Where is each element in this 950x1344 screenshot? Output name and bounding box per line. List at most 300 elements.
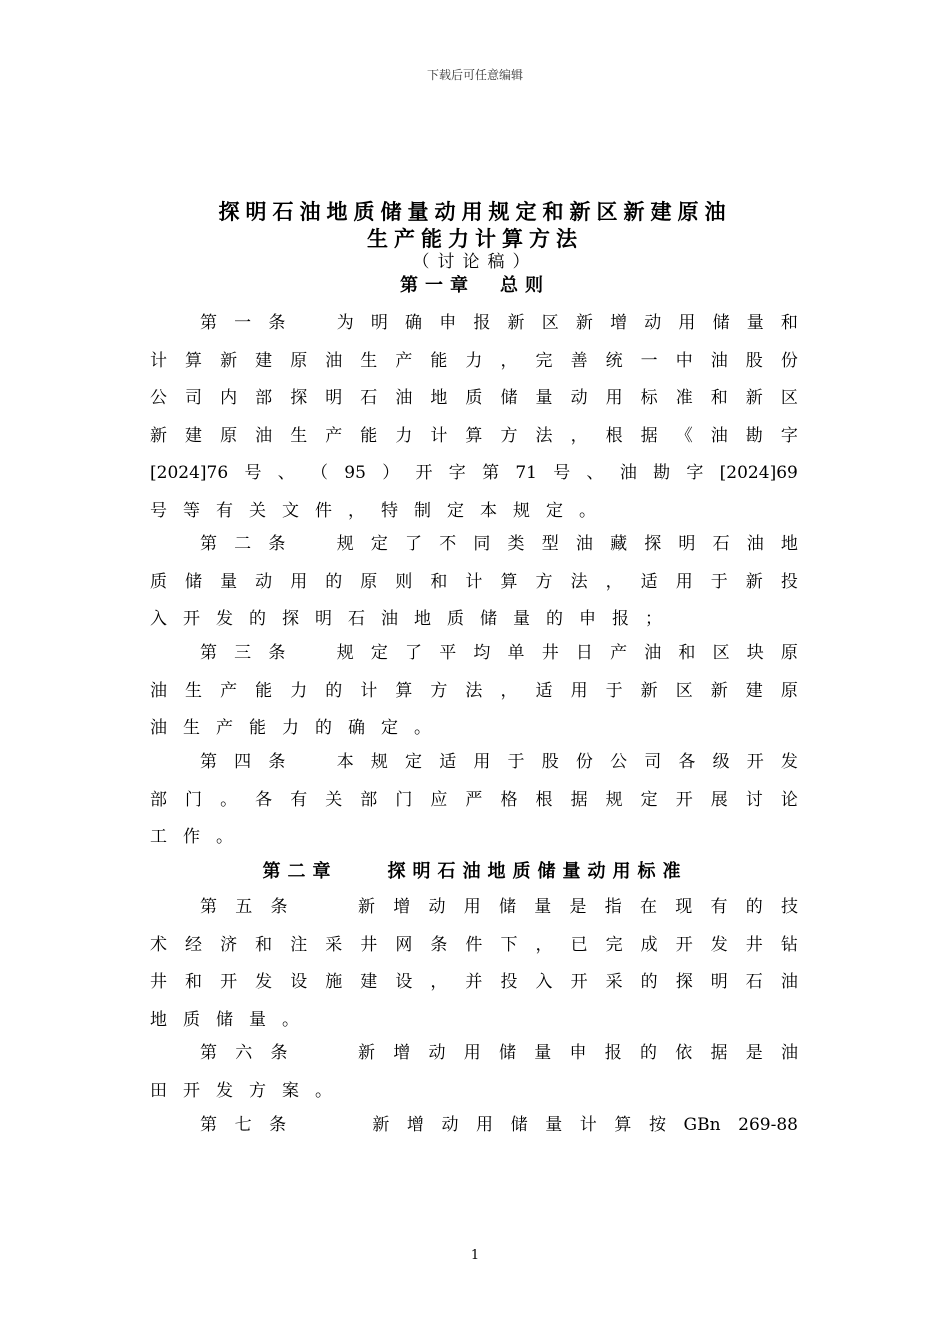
text-token: 济	[220, 934, 238, 955]
text-token: 明	[370, 313, 388, 333]
paragraph-line	[150, 678, 798, 716]
text-token: 第	[200, 897, 217, 917]
text-token: 规	[336, 534, 354, 554]
paragraph-line	[150, 1040, 798, 1078]
text-token: 勘	[653, 463, 671, 483]
text-token: 各	[255, 789, 273, 810]
text-token: 注	[290, 934, 308, 955]
text-token: 型	[541, 534, 559, 554]
text-token: 应	[430, 789, 448, 810]
page-number: 1	[470, 1248, 480, 1263]
text-token: 用	[605, 388, 623, 408]
text-token: 算	[500, 571, 518, 592]
text-token: 。	[414, 718, 431, 738]
text-token: 讨	[745, 789, 763, 810]
text-token: 95	[344, 463, 366, 483]
text-token: 根	[535, 789, 553, 810]
text-token: 勘	[745, 425, 763, 446]
text-token: 是	[569, 897, 587, 917]
text-token: 原	[780, 643, 798, 663]
text-token: 明	[678, 534, 696, 554]
text-token: 能	[255, 680, 273, 701]
text-token: 定	[405, 752, 423, 772]
text-token: 。	[282, 1009, 299, 1030]
text-token: 据	[640, 425, 658, 446]
text-token: 技	[781, 897, 798, 917]
text-token: 用	[290, 571, 308, 592]
text-token: 申	[579, 609, 596, 629]
document-subtitle: （讨论稿）	[412, 252, 538, 272]
text-token: 同	[473, 534, 491, 554]
text-token: 级	[712, 752, 730, 772]
text-token: 入	[535, 972, 553, 992]
text-token: 井	[541, 643, 559, 663]
text-token: 方	[430, 680, 448, 701]
text-token: 经	[185, 934, 203, 955]
text-token: 四	[234, 752, 252, 772]
text-token: 第	[200, 1043, 217, 1063]
text-token: 法	[570, 571, 588, 592]
text-token: 用	[678, 313, 696, 333]
text-token: 地	[150, 1009, 167, 1030]
text-token: 生	[185, 680, 203, 701]
text-token: 动	[441, 1115, 459, 1135]
text-token: 开	[415, 463, 433, 483]
text-token: ，	[535, 934, 553, 955]
text-token: 一	[640, 350, 658, 371]
text-token: 指	[604, 897, 622, 917]
text-token: 和	[710, 388, 728, 408]
text-token: 。	[315, 1080, 332, 1101]
text-token: 字	[780, 425, 798, 446]
text-token: 增	[406, 1115, 424, 1135]
text-token: 号	[553, 463, 571, 483]
text-token: 量	[534, 1043, 552, 1063]
text-token: 是	[745, 1043, 763, 1063]
text-token: 本	[480, 500, 497, 521]
paragraph-line	[150, 606, 798, 644]
text-token: 计	[360, 680, 378, 701]
text-token: GBn	[683, 1115, 721, 1135]
text-token: 油	[255, 425, 273, 446]
text-token: 条	[270, 897, 288, 917]
text-token: 新	[372, 1115, 390, 1135]
text-token	[303, 531, 320, 569]
text-token: 定	[546, 500, 563, 521]
text-token: 明	[710, 972, 728, 992]
text-token: ，	[430, 972, 448, 992]
text-token: 增	[610, 313, 628, 333]
text-token: 股	[541, 752, 559, 772]
text-token: 新	[575, 313, 593, 333]
text-token: 件	[315, 500, 332, 521]
paragraph-line	[150, 498, 798, 536]
text-token: 动	[255, 571, 273, 592]
text-token: 新	[150, 425, 167, 446]
text-token: 原	[360, 571, 378, 592]
text-token: 适	[535, 680, 553, 701]
text-token: 展	[710, 789, 728, 810]
article-paragraph	[150, 640, 798, 753]
text-token: 力	[395, 425, 413, 446]
text-token: 质	[465, 388, 483, 408]
text-token: 采	[325, 934, 343, 955]
text-token: 和	[780, 313, 798, 333]
text-token: 六	[235, 1043, 253, 1063]
text-token: 适	[640, 571, 658, 592]
text-token: 区	[541, 313, 559, 333]
header-note: 下载后可任意编辑	[426, 68, 523, 82]
text-token: 有	[216, 500, 233, 521]
text-token: 、	[277, 463, 295, 483]
text-token: 有	[710, 897, 728, 917]
text-token: 报	[604, 1043, 622, 1063]
text-token: 定	[370, 534, 388, 554]
text-token: 论	[780, 789, 798, 810]
text-token: 储	[499, 897, 516, 917]
text-token: 准	[675, 388, 693, 408]
text-token: 动	[570, 388, 588, 408]
text-token: 的	[325, 571, 343, 592]
text-token: 则	[395, 571, 413, 592]
text-token: 门	[395, 789, 413, 810]
text-token: ；	[645, 609, 662, 629]
text-token: 油	[644, 643, 662, 663]
text-token: 的	[640, 972, 658, 992]
text-token: 量	[545, 1115, 563, 1135]
text-token: 特	[381, 500, 398, 521]
text-token: 已	[570, 934, 588, 955]
text-token: 现	[675, 897, 693, 917]
text-token: 产	[216, 718, 233, 738]
text-token: 投	[500, 972, 518, 992]
text-token: 269-88	[738, 1115, 798, 1135]
text-token: 新	[745, 571, 763, 592]
text-token: 地	[430, 388, 448, 408]
text-token: 储	[712, 313, 730, 333]
text-token: 定	[370, 643, 388, 663]
text-token: 开	[183, 609, 200, 629]
text-token: 公	[610, 752, 628, 772]
text-token: 份	[780, 350, 798, 371]
text-token: 第	[200, 313, 217, 333]
text-token: ，	[500, 350, 518, 371]
text-token: 类	[507, 534, 525, 554]
text-token: 油	[619, 463, 637, 483]
text-token	[303, 640, 320, 678]
text-token: 条	[269, 1115, 287, 1135]
text-token: 标	[640, 388, 658, 408]
text-token: 了	[405, 534, 423, 554]
text-token: 建	[255, 350, 273, 371]
text-token	[306, 1040, 340, 1078]
text-token: 探	[675, 972, 693, 992]
text-token: 油	[325, 350, 343, 371]
text-token: 储	[500, 388, 518, 408]
text-token: 量	[513, 609, 530, 629]
text-token: 油	[710, 350, 728, 371]
text-token: 石	[348, 609, 365, 629]
text-token: 石	[360, 388, 378, 408]
text-token: 和	[185, 972, 203, 992]
text-token	[304, 1112, 355, 1150]
text-token: 格	[500, 789, 518, 810]
text-token: 案	[282, 1080, 299, 1101]
text-token: 设	[395, 972, 413, 992]
text-token: 第	[200, 752, 217, 772]
text-token: 新	[745, 388, 763, 408]
text-token: 计	[465, 571, 483, 592]
text-token: 二	[234, 534, 252, 554]
text-token: 规	[336, 643, 354, 663]
paragraph-line	[150, 715, 798, 753]
text-token: ，	[570, 425, 588, 446]
text-token: 用	[570, 680, 588, 701]
text-token: 开	[220, 972, 238, 992]
text-token: 方	[535, 571, 553, 592]
text-token: 方	[249, 1080, 266, 1101]
document-title-line-2: 生产能力计算方法	[367, 227, 583, 251]
text-token: 发	[255, 972, 273, 992]
text-token: 新	[507, 313, 525, 333]
text-token: 发	[780, 752, 798, 772]
text-token: 算	[614, 1115, 632, 1135]
text-token: 施	[325, 972, 343, 992]
text-token: 油	[150, 680, 167, 701]
text-token: 于	[710, 571, 728, 592]
text-token: 制	[414, 500, 431, 521]
text-token: 和	[255, 934, 273, 955]
text-token: 增	[393, 1043, 411, 1063]
paragraph-line	[150, 824, 798, 862]
paragraph-line	[150, 1007, 798, 1045]
article-paragraph	[150, 894, 798, 1044]
paragraph-line	[150, 531, 798, 569]
text-token: 的	[745, 897, 763, 917]
text-token: 有	[290, 789, 308, 810]
text-token: 力	[290, 680, 308, 701]
text-token: ，	[500, 680, 518, 701]
text-token: 内	[220, 388, 238, 408]
text-token: 投	[780, 571, 798, 592]
text-token: 善	[570, 350, 588, 371]
text-token: 份	[575, 752, 593, 772]
text-token: 第	[482, 463, 500, 483]
text-token: 用	[463, 1043, 481, 1063]
text-token: 计	[430, 425, 448, 446]
paragraph-line	[150, 1112, 798, 1150]
text-token: 的	[315, 718, 332, 738]
text-token: 力	[282, 718, 299, 738]
text-token: 钻	[780, 934, 798, 955]
text-token: 中	[675, 350, 693, 371]
text-token: 报	[612, 609, 629, 629]
text-token: 区	[675, 680, 693, 701]
text-token: 了	[405, 643, 423, 663]
text-token: 第	[200, 643, 217, 663]
text-token: 本	[336, 752, 354, 772]
text-token: 报	[473, 313, 491, 333]
text-token: 储	[499, 1043, 516, 1063]
text-token: 司	[644, 752, 662, 772]
text-token: 术	[150, 934, 167, 955]
text-token: 、	[586, 463, 604, 483]
text-token: 油	[710, 425, 728, 446]
text-token: 依	[675, 1043, 693, 1063]
text-token: 新	[710, 680, 728, 701]
text-token: 力	[465, 350, 483, 371]
text-token: 规	[605, 789, 623, 810]
text-token: 日	[575, 643, 593, 663]
text-token: 田	[150, 1080, 167, 1101]
text-token: 的	[640, 1043, 657, 1063]
text-token: 采	[605, 972, 623, 992]
text-token: 油	[746, 534, 764, 554]
text-token: 法	[465, 680, 483, 701]
text-token: 用	[476, 1115, 494, 1135]
text-token: ）	[382, 463, 400, 483]
text-token: 七	[234, 1115, 252, 1135]
text-token: 。	[579, 500, 596, 521]
text-token: 网	[395, 934, 413, 955]
text-token: 质	[183, 1009, 200, 1030]
text-token: ，	[605, 571, 623, 592]
text-token: 量	[249, 1009, 266, 1030]
text-token: 井	[360, 934, 378, 955]
text-token: 71	[515, 463, 537, 483]
text-token: 用	[463, 897, 481, 917]
text-token: 能	[249, 718, 266, 738]
text-token: 产	[220, 680, 238, 701]
text-token: 开	[183, 1080, 200, 1101]
text-token: 开	[675, 789, 693, 810]
text-token: 块	[746, 643, 764, 663]
paragraph-line	[150, 385, 798, 423]
article-paragraph	[150, 310, 798, 535]
text-token: 新	[640, 680, 658, 701]
text-token: 开	[570, 972, 588, 992]
text-token: 定	[447, 500, 464, 521]
text-token: 油	[395, 388, 413, 408]
text-token: 产	[395, 350, 413, 371]
text-token: 动	[644, 313, 662, 333]
text-token: 条	[268, 643, 286, 663]
text-token: 号	[150, 500, 167, 521]
text-token: 完	[605, 934, 623, 955]
text-token: 油	[381, 609, 398, 629]
text-token: 关	[325, 789, 343, 810]
text-token: 确	[348, 718, 365, 738]
text-token: 。	[216, 827, 233, 847]
article-paragraph	[150, 531, 798, 644]
text-token: 探	[290, 388, 308, 408]
text-token	[303, 749, 320, 787]
text-token: 设	[290, 972, 308, 992]
text-token: 于	[507, 752, 525, 772]
text-token: 地	[414, 609, 431, 629]
paragraph-line	[150, 1078, 798, 1116]
text-token: 定	[381, 718, 398, 738]
text-token: 质	[447, 609, 464, 629]
text-token: 作	[183, 827, 200, 847]
chapter-heading-2: 第二章 探明石油地质储量动用标准	[262, 861, 688, 882]
text-token: 和	[678, 643, 696, 663]
text-token: 完	[535, 350, 553, 371]
paragraph-line	[150, 932, 798, 970]
text-token: 等	[183, 500, 200, 521]
text-token: 条	[268, 534, 286, 554]
text-token: 明	[315, 609, 332, 629]
text-token: 油	[150, 718, 167, 738]
text-token: 的	[325, 680, 343, 701]
text-token: 地	[780, 534, 798, 554]
text-token: 申	[439, 313, 457, 333]
text-token: 储	[216, 1009, 233, 1030]
text-token: 三	[234, 643, 252, 663]
text-token: 均	[473, 643, 491, 663]
text-token: 生	[290, 425, 308, 446]
text-token: 方	[500, 425, 518, 446]
text-token: 根	[605, 425, 623, 446]
text-token: 字	[686, 463, 704, 483]
text-token: 司	[185, 388, 203, 408]
chapter-heading-1: 第一章 总则	[400, 275, 550, 296]
article-paragraph	[150, 1112, 798, 1150]
text-token: 公	[150, 388, 167, 408]
text-token: 区	[780, 388, 798, 408]
text-token: 据	[570, 789, 588, 810]
text-token: 条	[268, 313, 286, 333]
text-token: 探	[644, 534, 662, 554]
text-token: 第	[200, 534, 217, 554]
text-token: 原	[220, 425, 238, 446]
text-token: 原	[290, 350, 308, 371]
text-token: 平	[439, 643, 457, 663]
paragraph-line	[150, 348, 798, 386]
text-token: 量	[220, 571, 238, 592]
text-token: 统	[605, 350, 623, 371]
text-token: 发	[216, 1080, 233, 1101]
text-token: 部	[360, 789, 378, 810]
paragraph-line	[150, 310, 798, 348]
text-token: 件	[465, 934, 483, 955]
text-token: 原	[780, 680, 798, 701]
text-token: 一	[234, 313, 252, 333]
text-token: 能	[360, 425, 378, 446]
text-token: 动	[428, 897, 446, 917]
text-token: 建	[185, 425, 203, 446]
text-token: 区	[712, 643, 730, 663]
text-token: 据	[710, 1043, 728, 1063]
text-token: 确	[405, 313, 423, 333]
text-token: 新	[220, 350, 238, 371]
text-token: 油	[780, 972, 798, 992]
article-paragraph	[150, 1040, 798, 1115]
text-token: 储	[480, 609, 497, 629]
text-token: 发	[216, 609, 233, 629]
text-token: 的	[546, 609, 563, 629]
text-token: 部	[255, 388, 273, 408]
text-token: 用	[675, 571, 693, 592]
text-token: 井	[745, 934, 763, 955]
text-token: 储	[185, 571, 203, 592]
text-token: 关	[249, 500, 266, 521]
text-token: 适	[439, 752, 457, 772]
text-token: 藏	[610, 534, 628, 554]
text-token: 生	[360, 350, 378, 371]
text-token: 动	[428, 1043, 446, 1063]
document-title-line-1: 探明石油地质储量动用规定和新区新建原油	[218, 200, 732, 224]
